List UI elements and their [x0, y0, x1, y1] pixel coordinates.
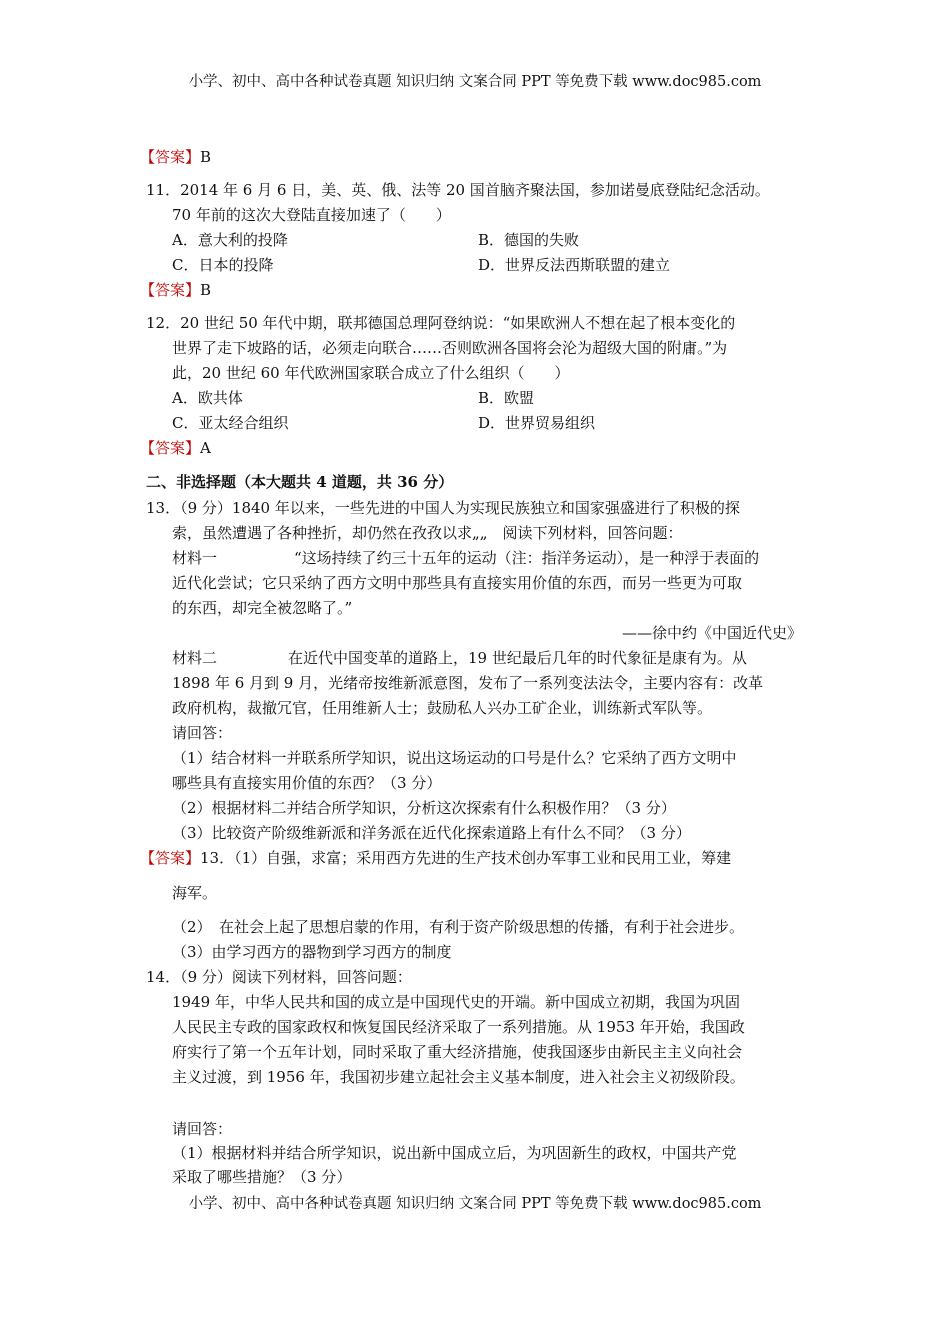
material2-line1: 在近代中国变革的道路上，19 世纪最后几年的时代象征是康有为。从 [288, 649, 747, 667]
q13-sub3: （3）比较资产阶级维新派和洋务派在近代化探索道路上有什么不同？（3 分） [172, 824, 691, 842]
q12-option-a: A．欧共体 [172, 389, 243, 407]
answer-label: 【答案】 [140, 439, 201, 457]
material1-line1: “这场持续了约三十五年的运动（注：指洋务运动），是一种浮于表面的 [294, 549, 760, 567]
material1-label: 材料一 [172, 549, 218, 567]
q12-option-b: B．欧盟 [478, 389, 535, 407]
q12-line3: 此，20 世纪 60 年代欧洲国家联合成立了什么组织（ ） [172, 364, 570, 382]
q11-line2: 70 年前的这次大登陆直接加速了（ ） [172, 206, 451, 224]
q14-paragraph-line1: 1949 年，中华人民共和国的成立是中国现代史的开端。新中国成立初期，我国为巩固 [172, 993, 740, 1011]
prev-answer [140, 146, 211, 168]
q12-option-d: D．世界贸易组织 [478, 414, 596, 432]
q12-option-c: C．亚太经合组织 [172, 414, 289, 432]
q13-sub2: （2）根据材料二并结合所学知识，分析这次探索有什么积极作用？（3 分） [172, 799, 676, 817]
q11-answer-value: B [200, 281, 212, 299]
prev-answer-value: B [200, 148, 212, 166]
q14-ask: 请回答： [172, 1120, 233, 1138]
q11-line1: 11．2014 年 6 月 6 日，美、英、俄、法等 20 国首脑齐聚法国，参加诺曼底登陆纪念活动。 [146, 181, 770, 199]
q13-answer-line3: （2） 在社会上起了思想启蒙的作用，有利于资产阶级思想的传播，有利于社会进步。 [172, 918, 745, 936]
q14-paragraph-line2: 人民民主专政的国家政权和恢复国民经济采取了一系列措施。从 1953 年开始，我国政 [172, 1018, 745, 1036]
material2-line3: 政府机构，裁撤冗官，任用维新人士；鼓励私人兴办工矿企业，训练新式军队等。 [172, 699, 713, 717]
q13-answer-line4: （3）由学习西方的器物到学习西方的制度 [172, 943, 452, 961]
q11-option-c: C．日本的投降 [172, 256, 274, 274]
q12-answer [140, 437, 211, 459]
page-footer: 小学、初中、高中各种试卷真题 知识归纳 文案合同 PPT 等免费下载 www.doc985.com [188, 1196, 762, 1212]
answer-label: 【答案】 [140, 148, 201, 166]
answer-label: 【答案】 [140, 281, 201, 299]
q14-sub1-line2: 采取了哪些措施？（3 分） [172, 1168, 352, 1186]
answer-label: 【答案】 [140, 849, 201, 867]
q13-line2: 索，虽然遭遇了各种挫折，却仍然在孜孜以求„„ 阅读下列材料，回答问题： [172, 524, 683, 542]
q12-line1: 12．20 世纪 50 年代中期，联邦德国总理阿登纳说：“如果欧洲人不想在起了根本变化的 [146, 314, 736, 332]
material1-line2: 近代化尝试；它只采纳了西方文明中那些具有直接实用价值的东西，而另一些更为可取 [172, 574, 743, 592]
page-header: 小学、初中、高中各种试卷真题 知识归纳 文案合同 PPT 等免费下载 www.doc985.com [188, 74, 762, 90]
q12-answer-value: A [200, 439, 211, 457]
q11-option-b: B．德国的失败 [478, 231, 580, 249]
q11-answer [140, 279, 211, 301]
q13-ask: 请回答： [172, 724, 233, 742]
material2-line2: 1898 年 6 月到 9 月，光绪帝按维新派意图，发布了一系列变法法令，主要内容有：改革 [172, 674, 764, 692]
q13-answer-line1: 13．（1）自强，求富；采用西方先进的生产技术创办军事工业和民用工业，筹建 [200, 849, 732, 867]
q13-line1: 13．（9 分）1840 年以来，一些先进的中国人为实现民族独立和国家强盛进行了积极的探 [146, 499, 740, 517]
q11-option-a: A．意大利的投降 [172, 231, 288, 249]
q14-paragraph-line4: 主义过渡，到 1956 年，我国初步建立起社会主义基本制度，进入社会主义初级阶段。 [172, 1068, 745, 1086]
q11-option-d: D．世界反法西斯联盟的建立 [478, 256, 671, 274]
section-title: 二、非选择题（本大题共 4 道题，共 36 分） [146, 473, 454, 491]
q14-sub1-line1: （1）根据材料并结合所学知识，说出新中国成立后，为巩固新生的政权，中国共产党 [172, 1144, 737, 1162]
q14-line1: 14．（9 分）阅读下列材料，回答问题： [146, 968, 412, 986]
q12-line2: 世界了走下坡路的话，必须走向联合……否则欧洲各国将会沦为超级大国的附庸。”为 [172, 339, 728, 357]
material2-label: 材料二 [172, 649, 218, 667]
material1-source: ——徐中约《中国近代史》 [621, 624, 802, 642]
q14-paragraph-line3: 府实行了第一个五年计划，同时采取了重大经济措施，使我国逐步由新民主主义向社会 [172, 1043, 743, 1061]
q13-sub1-line1: （1）结合材料一并联系所学知识，说出这场运动的口号是什么？它采纳了西方文明中 [172, 749, 737, 767]
q13-answer [140, 847, 731, 869]
q13-sub1-line2: 哪些具有直接实用价值的东西？（3 分） [172, 774, 442, 792]
q13-answer-line2: 海军。 [172, 884, 218, 902]
material1-line3: 的东西，却完全被忽略了。” [172, 599, 353, 617]
